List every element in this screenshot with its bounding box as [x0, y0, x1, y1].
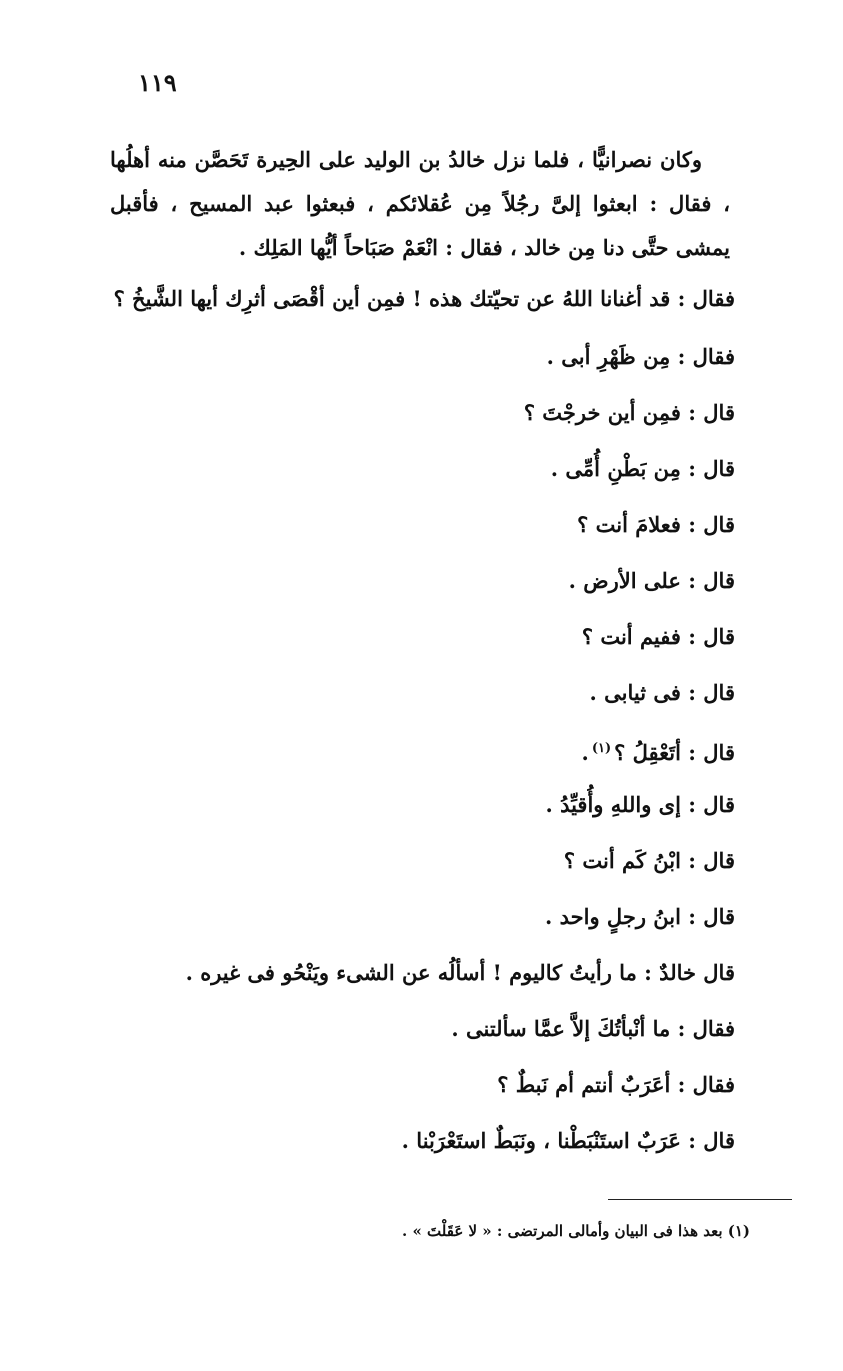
dialogue-text: فقال : قد أغنانا اللهُ عن تحيّتك هذه ! فمِن أين أقْصَى أثرِك أيها الشَّيخُ ؟: [113, 286, 735, 311]
page-number: ١١٩: [138, 68, 177, 97]
dialogue-text: قال خالدٌ : ما رأيتُ كاليوم ! أسألُه عن الشىء ويَنْحُو فى غيره .: [185, 960, 735, 985]
dialogue-block: [80, 278, 735, 1176]
dialogue-line: [80, 336, 735, 392]
dialogue-line: [80, 616, 735, 672]
dialogue-text: قال : فمِن أين خرجْتَ ؟: [523, 400, 735, 425]
dialogue-text: قال : عَرَبٌ استَنْبَطْنا ، ونَبَطٌ استَعْرَبْنا .: [401, 1128, 735, 1153]
dialogue-line: [80, 560, 735, 616]
dialogue-text: فقال : أعَرَبٌ أنتم أم نَبطٌ ؟: [497, 1072, 735, 1097]
dialogue-line: [80, 896, 735, 952]
dialogue-line: [80, 672, 735, 728]
dialogue-line: [80, 448, 735, 504]
dialogue-line: [80, 952, 735, 1008]
footnote-divider: [608, 1199, 792, 1200]
dialogue-text: قال : إى واللهِ وأُقيِّدُ .: [545, 792, 735, 817]
dialogue-text: قال : ابنُ رجلٍ واحد .: [545, 904, 735, 929]
dialogue-line: [80, 1120, 735, 1176]
dialogue-text: فقال : ما أنْبأتُكَ إلاَّ عمَّا سألتنى .: [451, 1016, 735, 1041]
dialogue-text: قال : ففيم أنت ؟: [581, 624, 735, 649]
dialogue-text: قال : فى ثيابى .: [589, 680, 735, 705]
paragraph-line: فقال : ابعثوا إلىَّ رجُلاً مِن عُقلائكم ، فبعثوا عبد المسيح ، فأقبل يمشى حتَّى: [110, 191, 730, 260]
dialogue-text: قال : على الأرض .: [568, 568, 735, 593]
footnote: (١) بعد هذا فى البيان وأمالى المرتضى : « لا عَقَلْتَ » .: [402, 1222, 750, 1240]
dialogue-text: قال : أتَعْقِلُ ؟: [614, 740, 735, 765]
dialogue-line: [80, 728, 735, 784]
dialogue-text: قال : ابْنُ كَم أنت ؟: [563, 848, 735, 873]
dialogue-line: [80, 784, 735, 840]
dialogue-line: [80, 1008, 735, 1064]
footnote-reference[interactable]: (١): [591, 741, 612, 756]
dialogue-text: قال : مِن بَطْنِ أُمِّى .: [550, 456, 735, 481]
dialogue-line: [80, 504, 735, 560]
dialogue-line: [80, 392, 735, 448]
dialogue-line: [80, 840, 735, 896]
dialogue-text-tail: .: [581, 740, 589, 765]
dialogue-line: [80, 1064, 735, 1120]
paragraph-line: دنا مِن خالد ، فقال : انْعَمْ صَبَاحاً أيُّها المَلِك .: [238, 235, 625, 260]
dialogue-line: [80, 278, 735, 336]
opening-paragraph: [110, 138, 730, 270]
dialogue-text: قال : فعلامَ أنت ؟: [577, 512, 735, 537]
dialogue-text: فقال : مِن ظَهْرِ أبى .: [546, 344, 735, 369]
paragraph-line: وكان نصرانيًّا ، فلما نزل خالدُ بن الوليد على الحِيرة تَحَصَّن منه أهلُها ،: [110, 147, 731, 216]
